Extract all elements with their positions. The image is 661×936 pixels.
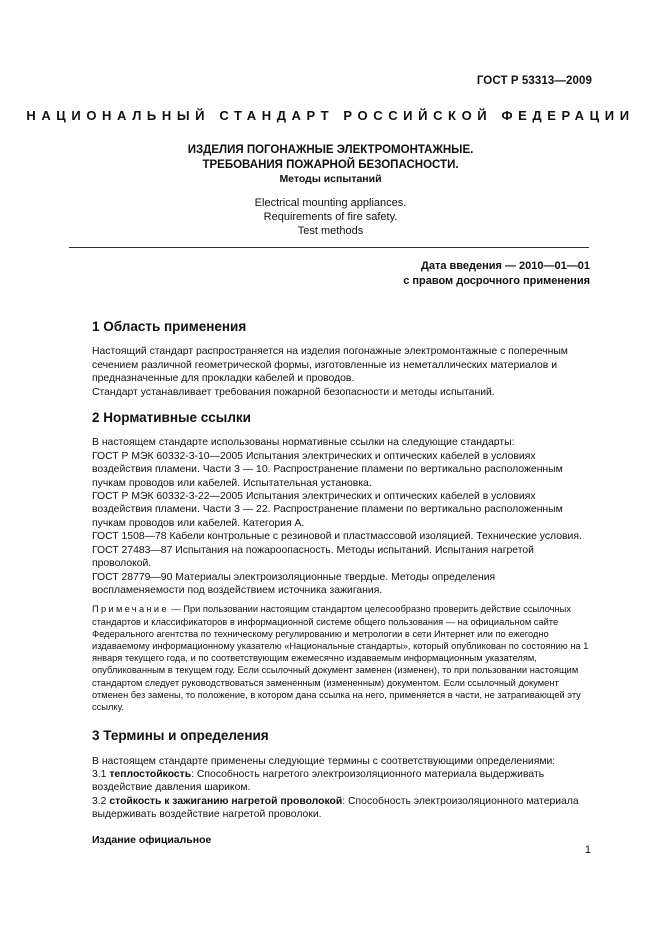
title-line-1: ИЗДЕЛИЯ ПОГОНАЖНЫЕ ЭЛЕКТРОМОНТАЖНЫЕ.	[187, 144, 474, 156]
section-scope	[92, 320, 590, 399]
title-line-2: ТРЕБОВАНИЯ ПОЖАРНОЙ БЕЗОПАСНОСТИ.	[202, 158, 459, 171]
section-heading: 2 Нормативные ссылки	[92, 410, 251, 426]
paragraph: Настоящий стандарт распространяется на изделия погонажные электромонтажные с поперечным сечением различной геометрической формы, изготовленные из неметаллических материалов и предназначенные для прокладки кабелей и проводов.	[92, 346, 568, 385]
reference-item: ГОСТ 28779—90 Материалы электроизоляционные твердые. Методы определения воспламеняемости под воздействием источника зажигания.	[92, 571, 496, 596]
paragraph: В настоящем стандарте использованы нормативные ссылки на следующие стандарты:	[92, 437, 515, 449]
title-english	[0, 196, 661, 238]
note-text: — При пользовании настоящим стандартом целесообразно проверить действие ссылочных стандартов и классификаторов в информационной системе общего пользования — на официальном сайте Федерального агентства по техническому регулированию и метрологии в сети Интернет или по ежегодно издаваемому информационному указателю «Национальные стандарты», который опубликован по состоянию на 1 января текущего года, и по соответствующим ежемесячно издаваемым информационным указателям, опубликованным в текущем году. Если ссылочный документ заменен (изменен), то при пользовании настоящим стандартом следует руководствоваться замененным (измененным) документом. Если ссылочный документ отменен без замены, то положение, в котором дана ссылка на него, применяется в части, не затрагивающей эту ссылку.	[92, 604, 589, 712]
section-references	[92, 411, 590, 713]
section-heading: 3 Термины и определения	[92, 728, 269, 744]
title-en-line-2: Requirements of fire safety.	[263, 211, 398, 223]
term-definition: 3.2 стойкость к зажиганию нагретой проволокой: Способность электроизоляционного материала выдерживать воздействие нагретой проволоки.	[92, 795, 579, 821]
title-russian	[0, 143, 661, 187]
standard-banner: НАЦИОНАЛЬНЫЙ СТАНДАРТ РОССИЙСКОЙ ФЕДЕРАЦИИ	[26, 108, 635, 123]
document-number: ГОСТ Р 53313—2009	[476, 75, 592, 87]
introduction-date-block	[403, 259, 590, 289]
title-line-3: Методы испытаний	[279, 173, 382, 185]
document-body	[92, 320, 590, 847]
reference-item: ГОСТ 27483—87 Испытания на пожароопасность. Методы испытаний. Испытания нагретой проволокой.	[92, 544, 534, 570]
paragraph: В настоящем стандарте применены следующие термины с соответствующими определениями:	[92, 755, 556, 767]
paragraph: Стандарт устанавливает требования пожарной безопасности и методы испытаний.	[92, 386, 495, 398]
note-label: Примечание	[92, 604, 169, 615]
page-number: 1	[584, 844, 591, 856]
divider-top	[69, 247, 589, 248]
early-application: с правом досрочного применения	[403, 275, 590, 287]
reference-item: ГОСТ Р МЭК 60332-3-10—2005 Испытания электрических и оптических кабелей в условиях воздействия пламени. Части 3 — 10. Распространение пламени по вертикально расположенным пучкам проводов или кабелей. Испытательная установка.	[92, 450, 563, 489]
term-definition: 3.1 теплостойкость: Способность нагретого электроизоляционного материала выдерживать воздействие давления шариком.	[92, 768, 545, 794]
introduction-date: Дата введения — 2010—01—01	[421, 260, 590, 272]
title-en-line-3: Test methods	[297, 225, 364, 237]
note	[92, 603, 590, 713]
term: стойкость к зажиганию нагретой проволокой	[109, 795, 343, 807]
term: теплостойкость	[109, 768, 192, 780]
reference-item: ГОСТ Р МЭК 60332-3-22—2005 Испытания электрических и оптических кабелей в условиях воздействия пламени. Части 3 — 22. Распространение пламени по вертикально расположенным пучкам проводов или кабелей. Категория А.	[92, 491, 563, 529]
title-en-line-1: Electrical mounting appliances.	[254, 197, 407, 209]
official-edition: Издание официальное	[92, 833, 212, 846]
section-terms	[92, 729, 590, 821]
reference-item: ГОСТ 1508—78 Кабели контрольные с резиновой и пластмассовой изоляцией. Технические условия.	[92, 531, 582, 543]
section-heading: 1 Область применения	[92, 319, 247, 334]
